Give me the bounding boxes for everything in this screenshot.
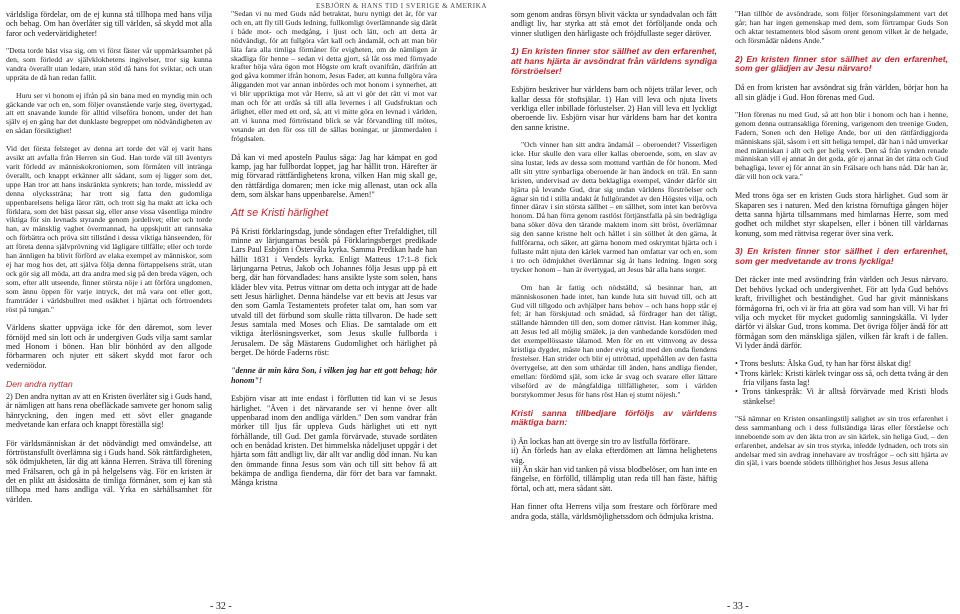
paragraph: Då kan vi med aposteln Paulus säga: Jag har kämpat en god kamp, jag har fullbordat loppet, jag har hållit tron. Härefter är mig förvarad rättfärdighetens krona, vilken Han mig skall ge, den rättfärdiga domaren; men icke mig allenast, utan ock alla dem, som älskar hans uppenbarelse. Amen!" bbox=[231, 152, 437, 199]
list-item: • Trons tänkespråk: Vi är alltså förvärvade med Kristi blods stänkelse! bbox=[735, 387, 948, 406]
section-heading: Kristi sanna tillbedjare förföljs av världens mäktiga barn: bbox=[511, 407, 717, 428]
list-item: • Trons besluts: Älska Gud, ty han har först älskat dig! bbox=[735, 359, 948, 368]
list-item: i) Än lockas han att överge sin tro av listfulla förförare. bbox=[511, 437, 690, 447]
list-item: iii) Än skär han vid tanken på vissa blodbelöser, om han inte en fängelse, en förfölld, tillämplig utan reda till han fäste, häftig förtal, och att, mera sådant sätt. bbox=[511, 465, 717, 493]
column-4 bbox=[735, 10, 948, 477]
section-heading: 2) En kristen finner stor sällhet av den erfarenhet, som ger glädjen av Jesu närvaro! bbox=[735, 53, 948, 74]
page-number-left: - 32 - bbox=[210, 601, 232, 612]
quote-paragraph: "Hon förenas nu med Gud, så att hon blir i honom och han i henne, genom denna outransakliga förening, varigenom den treenige Guden, Fadern, Sonen och den Helige Ande, bor uti den rättfärdiggjorda människans själ, såsom i ett sitt heliga tempel, där han i nåd umverkar med människan i allt och ger helig verk. Den så från synden renade människan vill ej annat än det goda, gör ej annat än det rätta och Gud behagliga, lever ej för annat än sin Frälsare och hans nåd. Där han är, där vill hon ock vara." bbox=[735, 109, 948, 182]
paragraph: På Kristi förklaringsdag, junde söndagen efter Trefaldighet, till minne av lärjungarnas besök på Förklaringsberget predikade Lars Paul Esbjörn i Östervåla kyrka. Samma Predikan hade han hållit 1831 i Vendels kyrka. Enligt Matteus 17:1–8 fick lärjungarna Petrus, Jakob och Johannes följa Jesus upp på ett berg, där han förvandlades: hans ansikte lyste som solen, hans kläder blev vita. Petrus vittnar om detta och intygar att de hade sett Jesus härlighet. Denna händelse var ett bevis att Jesus var den som Gamla Testamentets profeter talat om, han som var utvald till det förbund som skulle rätta tillvaron. De hade sett Jesus samtala med Moses och Elias. De samtalade om ett viktiga återlösningsverket, som Jesus skulle fullborda i Jerusalem. De såg Mästarens Gudomlighet och härlighet på berget. De hörde Faderns röst: bbox=[231, 226, 437, 358]
bible-quote: "denne är min kära Son, i vilken jag har ett gott behag; hör honom"! bbox=[231, 366, 437, 385]
quote-paragraph: "Detta torde bäst visa sig, om vi först fäster vår uppmärksamhet på den, som förledd av självklokhetens ingivelser, tror sig kunna vandra överallt utan ledare, utan stöd då hans fot sviktar, och utan uppräta de då han redan fallit. bbox=[6, 46, 212, 82]
paragraph: världsliga fördelar, om de ej kunna stå tillhopa med hans vilja och behag. Om han överlåter sig till världen, så skydd mot alla faror och vederväridigheter! bbox=[6, 10, 212, 38]
section-heading: 1) En kristen finner stor sällhet av den erfarenhet, att hans hjärta är avsöndrat från världens syndiga förströelser! bbox=[511, 46, 717, 76]
quote-paragraph: "Och vinner han sitt andra ändamål – oberoendet? Visserligen icke. Hur skulle den vara eller kallas oberoende, som, en slav av sina lustar, leds av dessa som mottund varthän de för honom. Med allt sitt yttre synbarliga oberoende är han ändock en träl. En sann kristen, undervisad av detta beklagliga exempel, vänder därför sitt hjärta på levande Gud, drar sig undan världens förströelser och ägnar sin tid i stilla andakt åt fullgörandet av den Högstes vilja, och finner därav i sin största sällhet – en sällhet, som intet kan berövva honom. Då han förra genom rastlöst förtjänstfalla på sin bedrägliga bana söker döva den tärande maktem inom sitt bröst, överlämnar sig den sanne kristne helt och hållet i sin söllhet åt den gärna, åt fullförarna, och säker, att gärna honom med oskrymtat hjärta och i fullaste mått njuta den kärlek varmed han omfattar var och en, som i tro och ödmjukhet överlämnar sig åt hans ledning. Ingen sorg trycker honom – han är övertygad, att Jesus bär alla hans sorger. bbox=[511, 140, 717, 274]
column-1 bbox=[6, 10, 212, 513]
section-heading: Den andra nyttan bbox=[6, 379, 73, 390]
quote-paragraph: Om han är fattig och nödställd, så besinnar han, att människosonen hade intet, han kunde luta sitt huvud till, och att Gud vill tillgodo och avhjälper hans behov – och hans hopp står ej fel; är han förskjutad och smädad, så fördrager han det tåligt, ställande hämnden till den, som domer rättvist. Han kommer ihåg, att Jesus led all möjlig smälek, ja den vanhedande korsdöden med det exempellössaste tålamod. Men för en ett vittnvong av dessa kristliga dygder, måste han under evig strid med den onda fiendens frestelser. Han strider och blir ej uttröttad, uppehållen av den fastta övertygelse, att den som uthärdar till änden, hans andliga fiender, emellan: fördömd själ, som icke är svag och svarare eller lättare vilseförd av de mångfaldiga tillfälligheter, som i världen borstykommer Jesus för hans röst Han ej stumt nöjesh." bbox=[511, 282, 717, 399]
quote-paragraph: "Han tillhör de avsöndrade, som följer försoningslamment vart det går; han har ingen gemenskap med dem, som förtrampar Guds Son och aktar testamentets blod såsom orent genom vilket är de helgade, och försmådär nådens Ande." bbox=[735, 9, 948, 45]
column-3 bbox=[511, 10, 717, 530]
list-item: ii) Än förleds han av elaka efterdömen att lämna helighetens väg. bbox=[511, 446, 717, 465]
paragraph: För världsmänniskan är det nödvändigt med omvändelse, att förtröstansfullt överlämna sig i Guds hand. Sök rättfärdigheten, sök ödmjukheten, lär dig att känna Herren. Sträva till förening med Frälsaren, och gå in på helgelsens väg. För en kristen är det en plikt att åsidosätta de timliga förmåner, som ej kan stå tillhopa med hans andliga väl. Yrka en särhållsamhet för världen. bbox=[6, 438, 212, 504]
paragraph: Med trons öga ser en kristen Guds stora härlighet. Gud som är Skaparen ses i naturen. Med den kristna förnuftiga gången höjer detta sanna hjärta tillsammans med himlarnas Herre, som med godhet och mildhet styr skapelsen, eller i bönen till världarnas konung, som med rättvisa regerar över sina verk. bbox=[735, 191, 948, 238]
quote-paragraph: Vid det första felsteget av denna art torde det väl ej varit hans avsikt att avfalla från Herren sin Gud. Han torde väl till äventyrs varit förledd av människokroniomen, som förmåten vill intränga överallt, och knappt erkänner allt sådant, som ej ligger som det, uppe Han tror att hans inskränkta synkrets; han torde, missledd av denna olyckssträna; har trott sig fatta den gudomliga uppenbarelsens heliga läror rätt, och trott sig ha makt att icka och förklara, som det bäst passat sig, eller anse vissa väsentliga mindre viktiga för sin levnads styrande genom jordelivet; eller och torde han, av mänsklig vaghet övermannad, ha uppskjutit att rannsaka och förbättra och pröva sitt tillstånd i dessa viktiga hänseenden, för att företa denna självprövning vid lägligare tillfälle; eller och torde han ännligen ha blivit förförd av elaka exempel av människor, som ej har mog hos det, att själva följa denna förtappelsens strät, utan ock gör sig all möda, att dra andra med sig på den breda vägen, och som, efter allt utseende, finner största nöje i att förföra ungdomen, som ännu öppen för varje intryck, det må vara ont eller gott, framträder i världsbullret med osäkhet i hjärtat och förtroendets röst på tungan." bbox=[6, 144, 212, 314]
numbered-list bbox=[511, 437, 717, 493]
section-heading: 3) En kristen finner stor sällhet i den erfarenhet, som ger medvetande av trons lyckliga! bbox=[735, 245, 948, 266]
paragraph: 2) Den andra nyttan av att en Kristen överlåter sig i Guds hand, är nämligen att hans rena obefläckade samvete ger honom salig hänryckning, den ingen med ett sövt eller gnagande medvetande kan erfara och knappt föreställa sig! bbox=[6, 392, 212, 430]
quote-paragraph: Huru ser vi honom ej ifrån på sin bana med en myndig min och gäckande var och en, som följer ovanstående varje steg, övertygad, att ett snavande kunde för alltid vilseföra honom, under det han själv ej en gång har det dunklaste begreppet om nödvändigheten av en sådan försiktighet! bbox=[6, 90, 212, 136]
paragraph: Esbjörn beskriver hur världens barn och nöjets trälar lever, och kallar dessa för stoftsjälar. 1) Han vill leva och njuta livets verkliga eller inbillade förlustelser. 2) Han vill leva ett lyckligt oberoende liv. Esbjörn visar hur världens barn har det kontra den sanne kristne. bbox=[511, 85, 717, 132]
page-number-right: - 33 - bbox=[727, 601, 749, 612]
column-2 bbox=[231, 10, 437, 497]
section-heading: Att se Kristi härlighet bbox=[231, 207, 329, 220]
paragraph: Han finner ofta Herrens vilja som frestare och förförare med andra goda, ställa, världsmöjlighetssdom och ödmjuka kristna. bbox=[511, 502, 717, 521]
quote-paragraph: "Sedan vi nu med Guds nåd betraktat, huru nyttigt det är, för var och en, att fly till Guds ledning, fullkomligt överlämnande sig därät i både mot- och medgång, i ljust och lätt, och att detta är nödvändigt, för att fullgöra vårt kall och ändamål, och att man bör läta fara alla timliga förmåner för evigheten, om de nämligen är skadliga för henne – sedan vi detta gjort, så låt oss med förnyade krafter höja våra ögon mot Högste om kraft ovanifrån, därifrån att god gåva kommer ifrån honom, Jesus Fader, att kunna fullgöra våra åligganden mot var annan inbördes och mot honom i synnerhet, att vi blir uppriktiga mot vår Herre, så att vi gör det rätt vi mot var man och för att ordås så till alla levernes i all Gudsfruktan och ärlighet, eller med ett ord, så, att vi mitte göra en levnad i världen, att vi kunna med förtröstand blick se vår förvandling till mötes, vetande att den för oss till de sällas boningar, ur jämmerdalen i frögdsalen. bbox=[231, 9, 437, 143]
quote-paragraph: "Så nämnar en Kristen onsanlingstilj salighet av sin tros erfarenhet i dess sammanhang och i dess fullständiga läras eller förståelse och inneboende som av den äkta tron av sin kärlek, sin heliga Gud, – den erfarenhet, andelsar av sin tros styrka, inledde lydnaden, och trots sin andelsar med sin avdrag innehavare av trosfrågor – och sitt hjärta av din själ, i vars boende stödets tillhörighet hos Jesus Jesus allena bbox=[735, 413, 948, 468]
paragraph: som genom andras försyn blivit väckta ur syndadvalan och fått andligt liv, har styrka att stå emot det förföljande onda och vinner slutligen den härligaste och fröjdfullaste seger däröver. bbox=[511, 10, 717, 38]
paragraph: Då en from kristen har avsöndrat sig från världen, börjar hon ha all sin glädje i Gud. Hon förenas med Gud. bbox=[735, 83, 948, 102]
list-item: • Trons kärlek: Kristi kärlek tvingar oss så, och detta tvång är den fria viljans fasta lag! bbox=[735, 369, 948, 388]
running-title: ESBJÖRN & HANS TID I SVERIGE & AMERIKA bbox=[316, 2, 488, 10]
paragraph: Esbjörn visar att inte endast i förflutten tid kan vi se Jesus härlighet. "Även i det närvarande ser vi henne över allt uppenbarad inom den andliga världen." Den som vandrar från mörker till ljus får uppleva Guds härlighet uti ett nytt förhållande, till Gud. Det gamla förvärvade, stuvade sordäten och en benådad kristen. Det himmelska nådeljuset uppgår i det hjärta som fått andligt liv, där allt var andlig död innan. Nu kan den ömmande finna Jesus som vän och till sitt behov få att bekämpa de andliga fienderna, där förr det bara var famnakt. Många kristna bbox=[231, 394, 437, 488]
bullet-list bbox=[735, 359, 948, 406]
paragraph: Det räcker inte med avsöndring från världen och Jesus närvaro. Det behövs lyckad och undergivenhet. För att lyda Gud behövs kraft, frivillighet och beständighet. Gud har givit människans förmågorna fri, och vi är fria att göra vad som han vill. Vi har fri vilja och mycket för mycket gudomlig sanningskälla. Vi lyder därför vi älskar Gud, trons komma. Det övriga följer ändå för att förmågan som den mänskliga själen, vilken får kraft i de fallen. Vi lyder ändå därför. bbox=[735, 275, 948, 350]
paragraph: Världens skatter uppväga icke för den däremot, som lever förnöjd med sin lott och är undergiven Guds vilja samt samlar med Honom i bönen. Han blir bönhörd av den allgode förbarmaren och njuter ett säkert skydd mot faror och vederniödor. bbox=[6, 323, 212, 370]
